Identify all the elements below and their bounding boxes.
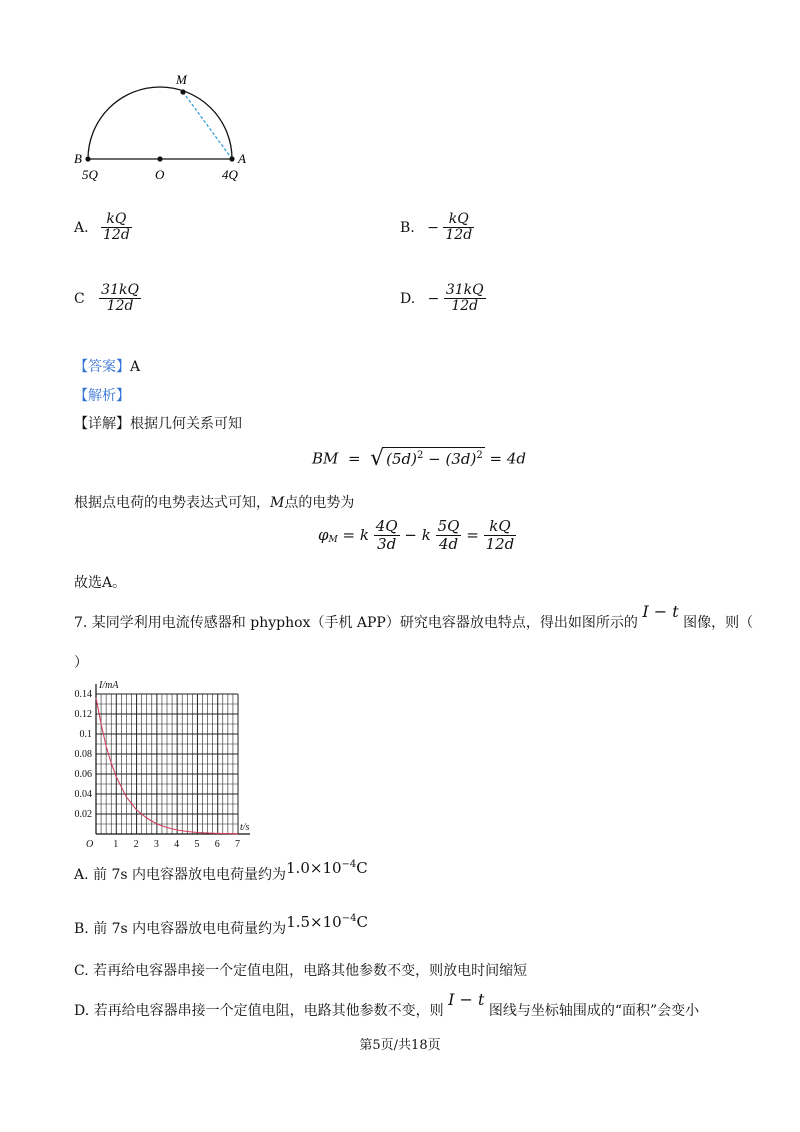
x-tick-label: 1 (113, 839, 119, 848)
q7-b-unit: C (356, 913, 368, 931)
line2-var: M (270, 495, 285, 511)
semicircle-figure (70, 68, 270, 188)
x-tick-label: 4 (174, 839, 180, 848)
q7-option-c[interactable]: C. 若再给电容器串接一个定值电阻，电路其他参数不变，则放电时间缩短 (74, 963, 528, 979)
option-a-num: kQ (106, 211, 127, 227)
option-a-fraction (101, 212, 132, 244)
q7-a-val: 1.0×10 (286, 859, 342, 877)
label-a: A (238, 151, 246, 166)
q7-option-a-value (286, 859, 368, 877)
point-o (157, 156, 162, 161)
eq2-d1: 3d (374, 535, 400, 553)
y-axis-label: I/mA (99, 680, 119, 691)
q7-b-val: 1.5×10 (286, 913, 342, 931)
option-b-num: kQ (448, 211, 469, 227)
q7-option-d-text: D. 若再给电容器串接一个定值电阻，电路其他参数不变，则 (74, 1003, 444, 1019)
q7-option-d-it: I − t (448, 990, 485, 1009)
eq1-term2: (3d) (445, 449, 477, 468)
q7-it-label: I − t (642, 602, 679, 621)
eq2-d3: 12d (485, 534, 515, 553)
choose-line: 故选A。 (74, 575, 127, 591)
eq1-lhs: BM (312, 449, 339, 468)
q7-option-b-value (286, 913, 368, 931)
y-tick-label: 0.06 (74, 769, 92, 780)
option-d-den: 12d (444, 298, 486, 314)
eq1-exp1: 2 (416, 449, 424, 461)
q7-option-d-end: 图线与坐标轴围成的“面积”会变小 (488, 1003, 700, 1019)
q6-option-b[interactable] (400, 212, 474, 244)
option-b-sign: − (427, 219, 439, 236)
potential-intro (74, 492, 354, 512)
q7-stem-end: 图像，则（ (683, 615, 754, 631)
eq1-rhs: = 4d (489, 449, 526, 468)
origin-label: O (86, 839, 94, 848)
q7-option-a[interactable] (74, 859, 368, 884)
x-axis-label: t/s (240, 822, 250, 833)
label-b: B (74, 151, 82, 166)
q7-paren-close: ） (74, 655, 88, 671)
q7-option-b[interactable] (74, 913, 368, 938)
detail-tag: 【详解】 (74, 416, 130, 432)
eq2-n1: 4Q (375, 517, 398, 535)
answer-tag: 【答案】 (74, 359, 130, 375)
detail-text: 根据几何关系可知 (130, 416, 242, 432)
option-b-fraction (443, 212, 474, 244)
answer-value: A (130, 359, 141, 375)
eq1-exp2: 2 (476, 449, 483, 461)
option-b-label: B. (400, 219, 415, 236)
eq1-minus: − (428, 449, 441, 468)
option-a-den: 12d (103, 227, 130, 244)
option-c-num: 31kQ (101, 282, 139, 298)
line2-post: 点的电势为 (284, 495, 355, 511)
q7-a-unit: C (356, 859, 368, 877)
option-d-num: 31kQ (445, 282, 484, 298)
q6-option-c[interactable] (74, 283, 141, 315)
point-b (85, 156, 90, 161)
eq2-eq2: = (466, 526, 479, 544)
semicircle-arc (88, 87, 232, 159)
it-chart (60, 676, 270, 848)
q7-option-b-text: B. 前 7s 内电容器放电电荷量约为 (74, 921, 287, 937)
y-tick-label: 0.14 (74, 689, 92, 700)
q7-b-exp: −4 (341, 913, 357, 924)
option-a-label: A. (74, 219, 89, 236)
point-a (229, 156, 234, 161)
x-tick-label: 7 (235, 839, 240, 848)
eq2-frac1 (374, 518, 400, 552)
answer-line (74, 356, 140, 376)
eq2-sub: M (328, 535, 338, 545)
x-tick-label: 5 (194, 839, 200, 848)
equation-phi (318, 518, 516, 552)
analysis-tag: 【解析】 (74, 388, 130, 404)
q6-option-a[interactable] (74, 212, 132, 244)
option-b-den: 12d (445, 227, 473, 244)
eq2-k1: k (359, 526, 369, 544)
option-c-fraction (99, 283, 141, 315)
option-c-den: 12d (99, 298, 141, 314)
sqrt-body (384, 447, 485, 468)
option-d-label: D. (400, 290, 416, 307)
q6-option-d[interactable] (400, 283, 486, 315)
eq2-k2: k (421, 526, 431, 544)
eq2-minus: − (404, 526, 417, 544)
equation-bm: BM = √ $(5d)^2 - (3d)^2 = 4d$ (312, 446, 526, 471)
eq2-n3: kQ (489, 517, 511, 535)
label-m: M (176, 72, 187, 87)
detail-line (74, 413, 242, 433)
q7-option-a-text: A. 前 7s 内电容器放电电荷量约为 (74, 867, 287, 883)
q7-stem-text: 7. 某同学利用电流传感器和 phyphox（手机 APP）研究电容器放电特点，得出如图所示的 (74, 615, 638, 631)
eq2-frac2 (436, 518, 462, 552)
eq2-eq1: = (342, 526, 356, 544)
point-m (180, 89, 185, 94)
label-o: O (155, 167, 165, 182)
option-c-label: C (74, 290, 85, 307)
eq1-term1: (5d) (386, 449, 417, 468)
eq2-phi: φ (318, 526, 329, 544)
q7-a-exp: −4 (341, 859, 357, 870)
eq2-frac3 (484, 518, 517, 552)
chart-grid (96, 694, 238, 834)
chart-axes (96, 684, 250, 834)
y-tick-label: 0.1 (79, 729, 92, 740)
charge-a: 4Q (222, 167, 238, 182)
charge-b: 5Q (82, 167, 98, 182)
eq2-n2: 5Q (437, 517, 460, 535)
y-tick-label: 0.04 (74, 789, 92, 800)
x-tick-label: 3 (153, 839, 159, 848)
x-tick-label: 6 (214, 839, 220, 848)
x-tick-label: 2 (133, 839, 139, 848)
page-footer: 第5页/共18页 (359, 1038, 441, 1053)
option-d-sign: − (427, 290, 440, 307)
y-tick-label: 0.08 (74, 749, 92, 760)
q7-stem (74, 602, 754, 632)
q7-option-d[interactable] (74, 990, 700, 1020)
y-tick-label: 0.02 (74, 809, 92, 820)
y-tick-label: 0.12 (74, 709, 92, 720)
option-d-fraction (444, 283, 486, 315)
eq2-d2: 4d (436, 535, 462, 553)
line2-pre: 根据点电荷的电势表达式可知， (74, 495, 270, 511)
sqrt-sign: √ (370, 446, 385, 471)
